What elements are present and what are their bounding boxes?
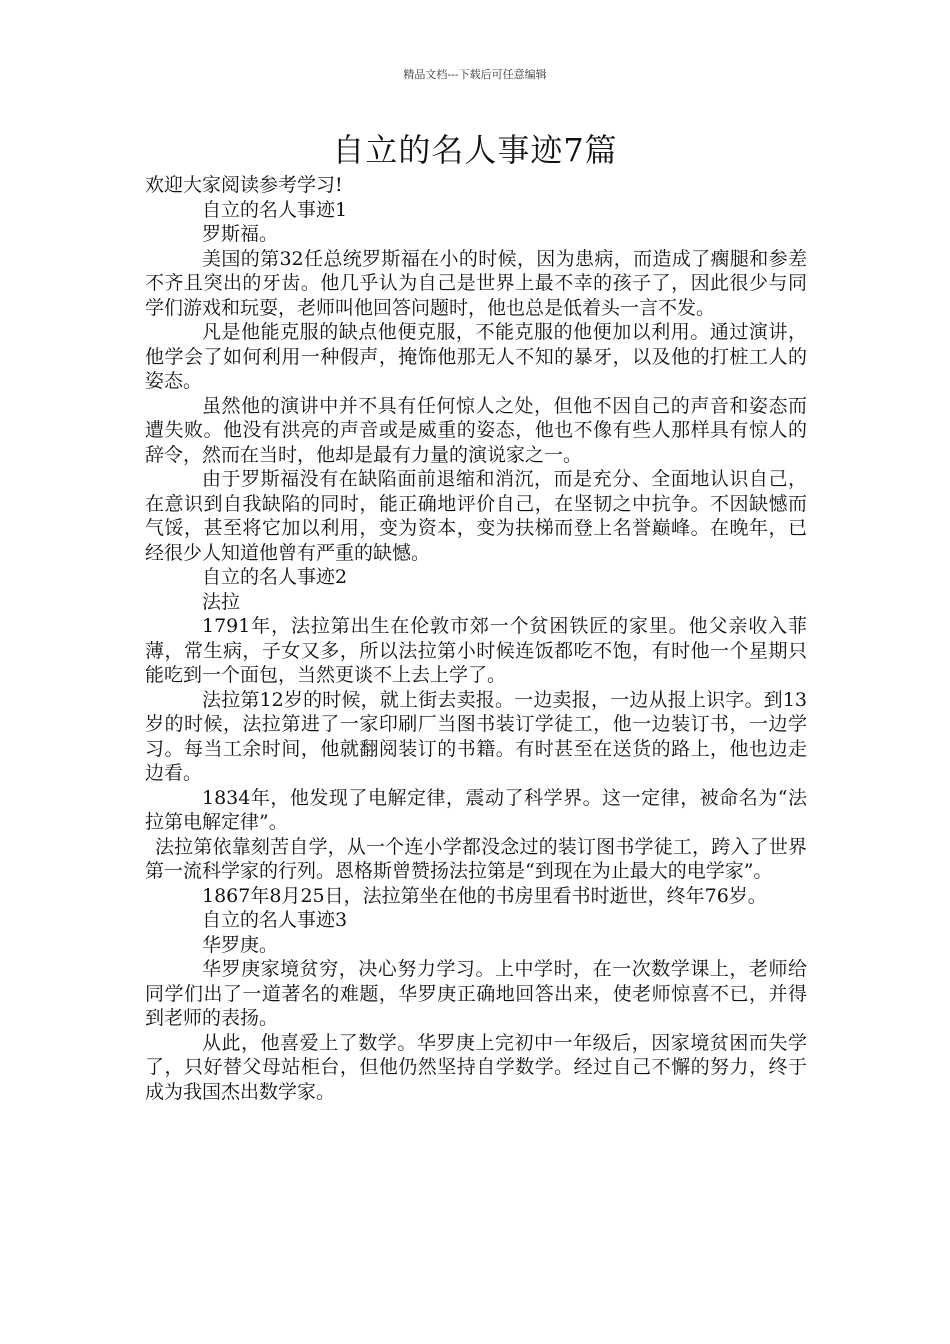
section-heading: 自立的名人事迹1 (202, 198, 348, 221)
paragraph: 华罗庚家境贫穷，决心努力学习。上中学时，在一次数学课上，老师给同学们出了一道著名的难题，华罗庚正确地回答出来，使老师惊喜不已，并得到老师的表扬。 (145, 958, 807, 1029)
paragraph: 美国的第32任总统罗斯福在小的时候，因为患病，而造成了瘸腿和参差不齐且突出的牙齿。他几乎认为自己是世界上最不幸的孩子了，因此很少与同学们游戏和玩耍，老师叫他回答问题时，他也总是低着头一言不发。 (145, 247, 807, 319)
person-name: 法拉 (202, 590, 241, 613)
page-header-note: 精品文档---下载后可任意编辑 (403, 68, 547, 81)
document-title: 自立的名人事迹7篇 (332, 131, 618, 169)
person-name: 罗斯福。 (202, 223, 279, 245)
paragraph: 由于罗斯福没有在缺陷面前退缩和消沉，而是充分、全面地认识自己，在意识到自我缺陷的同时，能正确地评价自己，在坚韧之中抗争。不因缺憾而气馁，甚至将它加以利用，变为资本，变为扶梯而登上名誉巅峰。在晚年，已经很少人知道他曾有严重的缺憾。 (145, 468, 807, 564)
paragraph: 凡是他能克服的缺点他便克服，不能克服的他便加以利用。通过演讲，他学会了如何利用一种假声，掩饰他那无人不知的暴牙，以及他的打桩工人的姿态。 (145, 321, 807, 392)
paragraph: 欢迎大家阅读参考学习! (145, 174, 343, 196)
paragraph: 从此，他喜爱上了数学。华罗庚上完初中一年级后，因家境贫困而失学了，只好替父母站柜台，但他仍然坚持自学数学。经过自己不懈的努力，终于成为我国杰出数学家。 (145, 1031, 807, 1103)
paragraph: 1867年8月25日，法拉第坐在他的书房里看书时逝世，终年76岁。 (202, 884, 767, 907)
section-heading: 自立的名人事迹2 (202, 566, 348, 588)
section-heading: 自立的名人事迹3 (202, 909, 348, 931)
person-name: 华罗庚。 (202, 933, 279, 956)
paragraph: 法拉第12岁的时候，就上街去卖报。一边卖报，一边从报上识字。到13岁的时候，法拉第进了一家印刷厂当图书装订学徒工，他一边装订书，一边学习。每当工余时间，他就翻阅装订的书籍。有时甚至在送货的路上，他也边走边看。 (145, 688, 807, 784)
document-body (145, 173, 807, 1104)
paragraph: 法拉第依靠刻苦自学，从一个连小学都没念过的装订图书学徒工，跨入了世界第一流科学家的行列。恩格斯曾赞扬法拉第是“到现在为止最大的电学家”。 (145, 835, 807, 882)
paragraph: 1834年，他发现了电解定律，震动了科学界。这一定律，被命名为“法拉第电解定律”。 (145, 786, 807, 833)
paragraph: 虽然他的演讲中并不具有任何惊人之处，但他不因自己的声音和姿态而遭失败。他没有洪亮的声音或是威重的姿态，他也不像有些人那样具有惊人的辞令，然而在当时，他却是最有力量的演说家之一。 (145, 394, 807, 466)
paragraph: 1791年，法拉第出生在伦敦市郊一个贫困铁匠的家里。他父亲收入菲薄，常生病，子女又多，所以法拉第小时候连饭都吃不饱，有时他一个星期只能吃到一个面包，当然更谈不上去上学了。 (145, 615, 807, 686)
